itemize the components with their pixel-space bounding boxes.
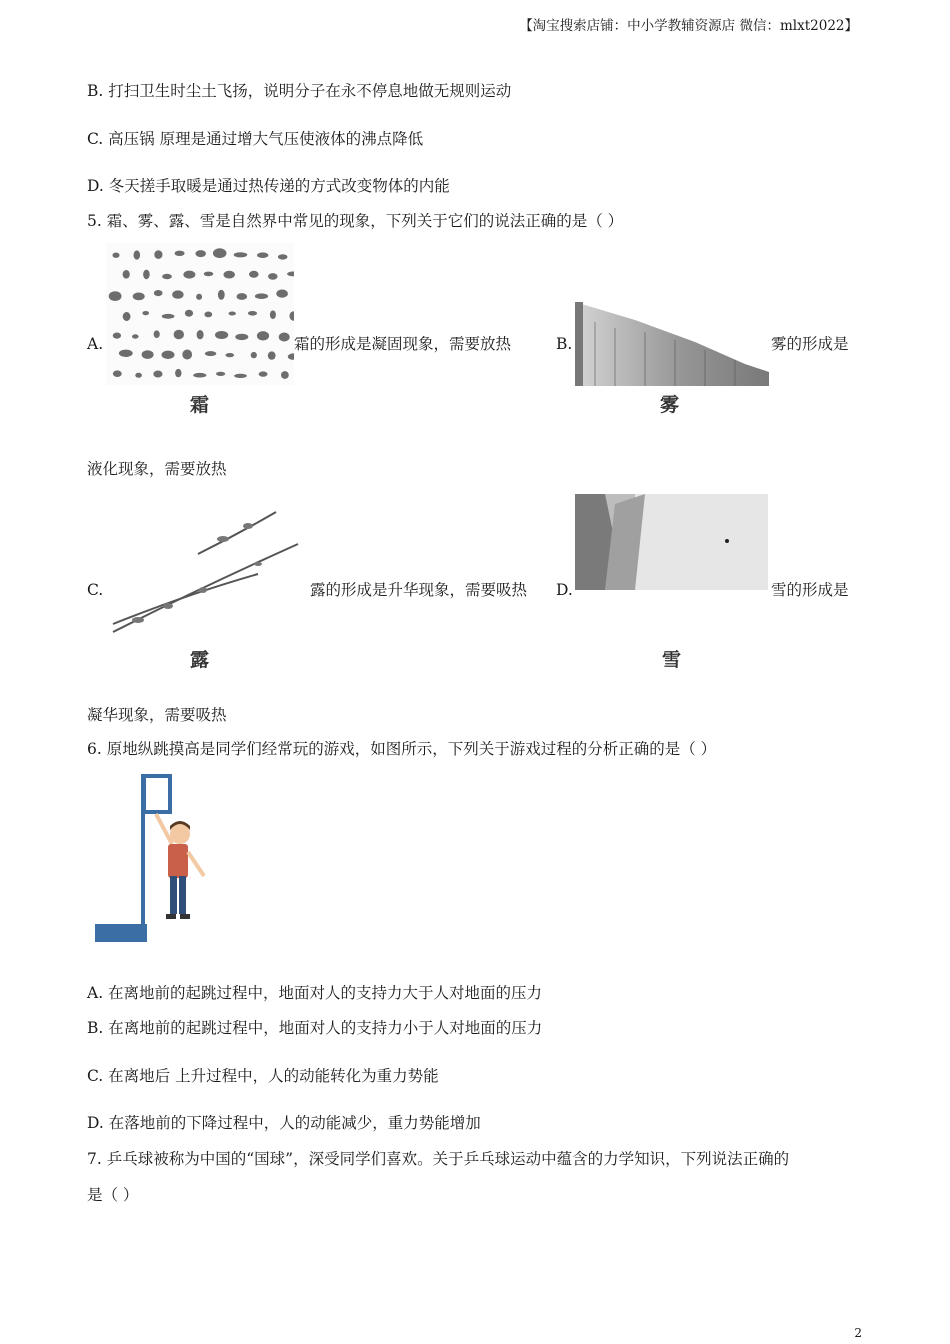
- frost-crystal: [197, 330, 204, 339]
- frost-crystal: [113, 253, 120, 258]
- frost-crystal: [132, 334, 139, 338]
- frost-crystal: [237, 293, 248, 300]
- frost-crystal: [113, 333, 121, 339]
- q5-option-d-label: D.: [556, 581, 573, 599]
- frost-crystal: [135, 373, 142, 378]
- frost-crystal: [133, 293, 145, 301]
- frost-image: [106, 243, 294, 385]
- frost-crystal: [172, 290, 183, 298]
- frost-crystal: [154, 290, 163, 296]
- page-number: 2: [854, 1326, 862, 1340]
- q5-option-a-caption: 霜: [190, 394, 211, 416]
- frost-crystal: [153, 371, 162, 378]
- fog-image: [575, 302, 769, 386]
- dew-image: [108, 494, 300, 636]
- q5-option-a-text: 霜的形成是凝固现象，需要放热: [294, 335, 512, 353]
- frost-crystal: [205, 351, 216, 356]
- frost-crystal: [113, 370, 122, 377]
- q7-stem-line-1: 7. 乒乓球被称为中国的“国球”，深受同学们喜欢。关于乒乓球运动中蕴含的力学知识，下列说法正确的: [87, 1150, 790, 1168]
- q5-option-b-text-1: 雾的形成是: [771, 335, 849, 353]
- frost-crystal: [235, 334, 248, 340]
- frost-crystal: [224, 271, 235, 279]
- frost-crystal: [204, 312, 212, 318]
- frost-crystal: [134, 250, 141, 259]
- frost-crystal: [249, 271, 259, 278]
- frost-crystal: [154, 330, 160, 338]
- frost-crystal: [143, 270, 150, 280]
- frost-crystal: [276, 290, 288, 298]
- frost-crystal: [196, 250, 206, 257]
- q5-option-d-text-1: 雪的形成是: [771, 581, 849, 599]
- frost-crystal: [234, 252, 248, 257]
- q5-stem: 5. 霜、雾、露、雪是自然界中常见的现象，下列关于它们的说法正确的是（ ）: [87, 212, 624, 230]
- frost-crystal: [123, 270, 130, 279]
- frost-crystal: [109, 291, 122, 301]
- frost-crystal: [218, 290, 225, 300]
- q6-option-d: D. 在落地前的下降过程中，人的动能减少，重力势能增加: [87, 1114, 481, 1132]
- jump-touch-illustration: [92, 772, 212, 944]
- q5-option-a-label: A.: [87, 335, 104, 353]
- frost-crystal: [251, 352, 257, 358]
- q5-option-b-caption: 雾: [660, 394, 681, 416]
- page-header: 【淘宝搜索店铺：中小学教辅资源店 微信：mlxt2022】: [519, 18, 858, 34]
- q6-option-c: C. 在离地后 上升过程中，人的动能转化为重力势能: [87, 1067, 439, 1085]
- frost-crystal: [229, 312, 236, 316]
- frost-crystal: [215, 331, 228, 339]
- frost-crystal: [162, 314, 175, 319]
- frost-crystal: [154, 250, 162, 259]
- q6-stem: 6. 原地纵跳摸高是同学们经常玩的游戏，如图所示，下列关于游戏过程的分析正确的是（ ）: [87, 740, 717, 758]
- frost-crystal: [255, 293, 268, 299]
- q5-option-d-text-2: 凝华现象，需要吸热: [87, 706, 227, 724]
- q4-option-d: D. 冬天搓手取暖是通过热传递的方式改变物体的内能: [87, 177, 450, 195]
- frost-crystal: [268, 273, 278, 280]
- frost-crystal: [119, 350, 133, 357]
- frost-crystal: [142, 311, 149, 315]
- frost-crystal: [196, 294, 202, 300]
- frost-crystal: [259, 371, 268, 376]
- frost-crystal: [257, 331, 269, 340]
- frost-crystal: [185, 310, 193, 317]
- q6-option-b: B. 在离地前的起跳过程中，地面对人的支持力小于人对地面的压力: [87, 1019, 543, 1037]
- q5-option-d-caption: 雪: [662, 649, 683, 671]
- q5-option-c-text: 露的形成是升华现象，需要吸热: [310, 581, 528, 599]
- q5-option-b-label: B.: [556, 335, 573, 353]
- frost-crystal: [162, 274, 172, 279]
- frost-crystal: [281, 371, 289, 379]
- frost-crystal: [193, 373, 206, 378]
- q5-option-b-text-2: 液化现象，需要放热: [87, 460, 227, 478]
- frost-crystal: [175, 251, 185, 256]
- frost-crystal: [175, 369, 181, 377]
- frost-crystal: [183, 271, 195, 279]
- frost-crystal: [182, 350, 192, 360]
- frost-crystal: [162, 351, 175, 359]
- frost-crystal: [279, 333, 290, 342]
- q5-option-c-label: C.: [87, 581, 104, 599]
- q4-option-c: C. 高压锅 原理是通过增大气压使液体的沸点降低: [87, 130, 424, 148]
- frost-crystal: [216, 372, 225, 376]
- frost-crystal: [174, 330, 184, 339]
- frost-crystal: [278, 254, 288, 259]
- frost-crystal: [123, 312, 131, 321]
- frost-crystal: [226, 353, 235, 357]
- q4-option-b: B. 打扫卫生时尘土飞扬，说明分子在永不停息地做无规则运动: [87, 82, 512, 100]
- q5-option-c-caption: 露: [190, 649, 211, 671]
- snow-image: [575, 494, 768, 590]
- frost-crystal: [142, 350, 154, 359]
- frost-crystal: [268, 351, 276, 359]
- q7-stem-line-2: 是（ ）: [87, 1186, 139, 1204]
- frost-crystal: [270, 310, 276, 319]
- frost-crystal: [257, 252, 268, 258]
- frost-crystal: [234, 374, 247, 378]
- q6-option-a: A. 在离地前的起跳过程中，地面对人的支持力大于人对地面的压力: [87, 984, 543, 1002]
- frost-crystal: [248, 311, 257, 316]
- frost-crystal: [213, 248, 227, 258]
- frost-crystal: [204, 272, 214, 277]
